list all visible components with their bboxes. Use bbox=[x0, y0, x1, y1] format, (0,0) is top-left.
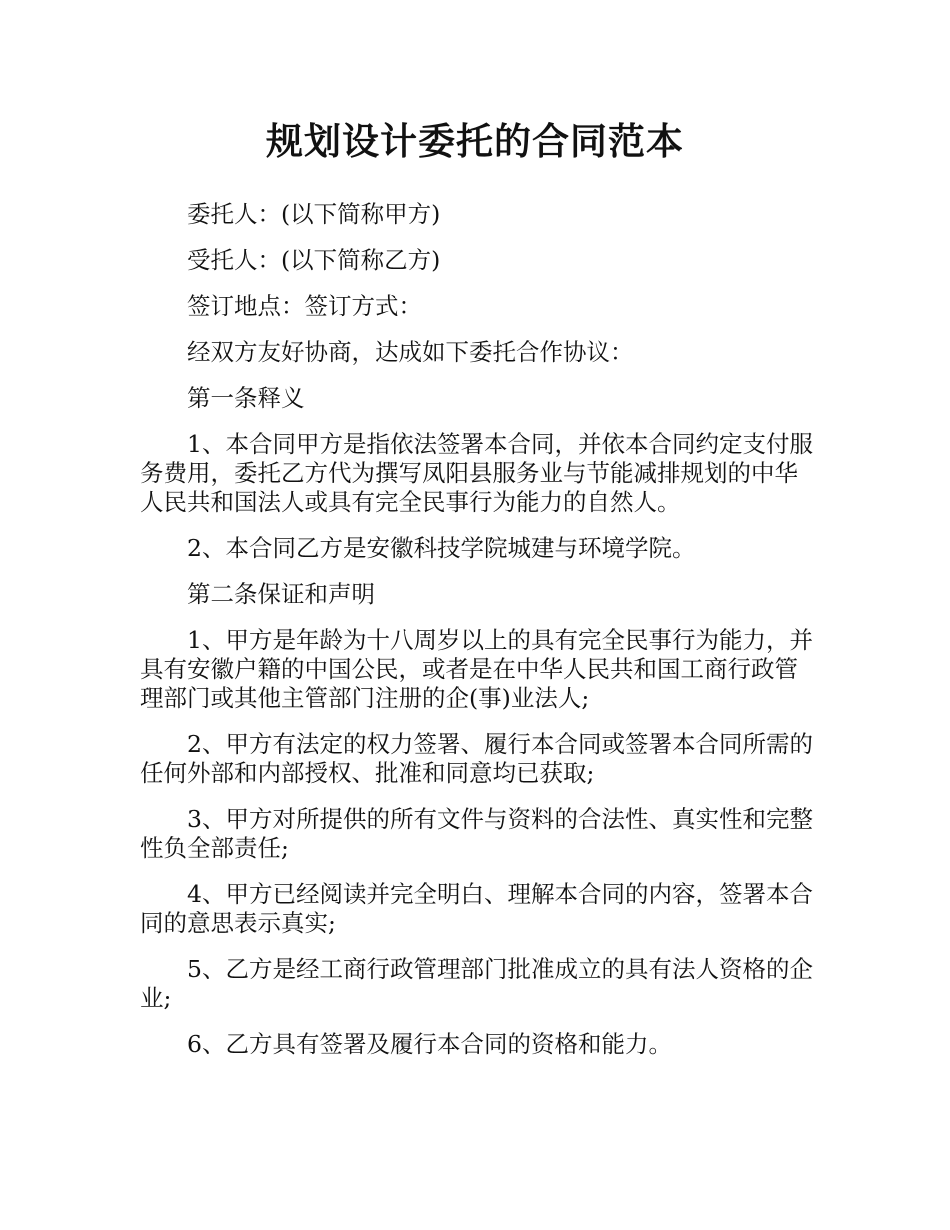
paragraph-trustee: 受托人：(以下简称乙方) bbox=[187, 246, 441, 274]
paragraph-warranty-5: 5、乙方是经工商行政管理部门批准成立的具有法人资格的企业; bbox=[140, 955, 813, 1012]
paragraph-signing-place: 签订地点：签订方式： bbox=[187, 292, 422, 320]
paragraph-warranty-3: 3、甲方对所提供的所有文件与资料的合法性、真实性和完整性负全部责任; bbox=[140, 805, 813, 862]
paragraph-client: 委托人：(以下简称甲方) bbox=[187, 200, 441, 228]
document-body bbox=[140, 200, 815, 1076]
paragraph-warranty-6: 6、乙方具有签署及履行本合同的资格和能力。 bbox=[187, 1030, 672, 1058]
paragraph-warranty-1: 1、甲方是年龄为十八周岁以上的具有完全民事行为能力，并具有安徽户籍的中国公民，或者是在中华人民共和国工商行政管理部门或其他主管部门注册的企(事)业法人; bbox=[140, 626, 813, 712]
paragraph-warranty-4: 4、甲方已经阅读并完全明白、理解本合同的内容，签署本合同的意思表示真实; bbox=[140, 880, 813, 937]
paragraph-agreement-intro: 经双方友好协商，达成如下委托合作协议： bbox=[187, 338, 634, 366]
paragraph-definition-2: 2、本合同乙方是安徽科技学院城建与环境学院。 bbox=[187, 534, 696, 562]
section-heading-warranties: 第二条保证和声明 bbox=[187, 580, 375, 608]
document-title: 规划设计委托的合同范本 bbox=[266, 120, 684, 163]
section-heading-definitions: 第一条释义 bbox=[187, 384, 305, 412]
paragraph-definition-1: 1、本合同甲方是指依法签署本合同，并依本合同约定支付服务费用，委托乙方代为撰写凤阳县服务业与节能减排规划的中华人民共和国法人或具有完全民事行为能力的自然人。 bbox=[140, 430, 813, 516]
paragraph-warranty-2: 2、甲方有法定的权力签署、履行本合同或签署本合同所需的任何外部和内部授权、批准和同意均已获取; bbox=[140, 730, 813, 787]
